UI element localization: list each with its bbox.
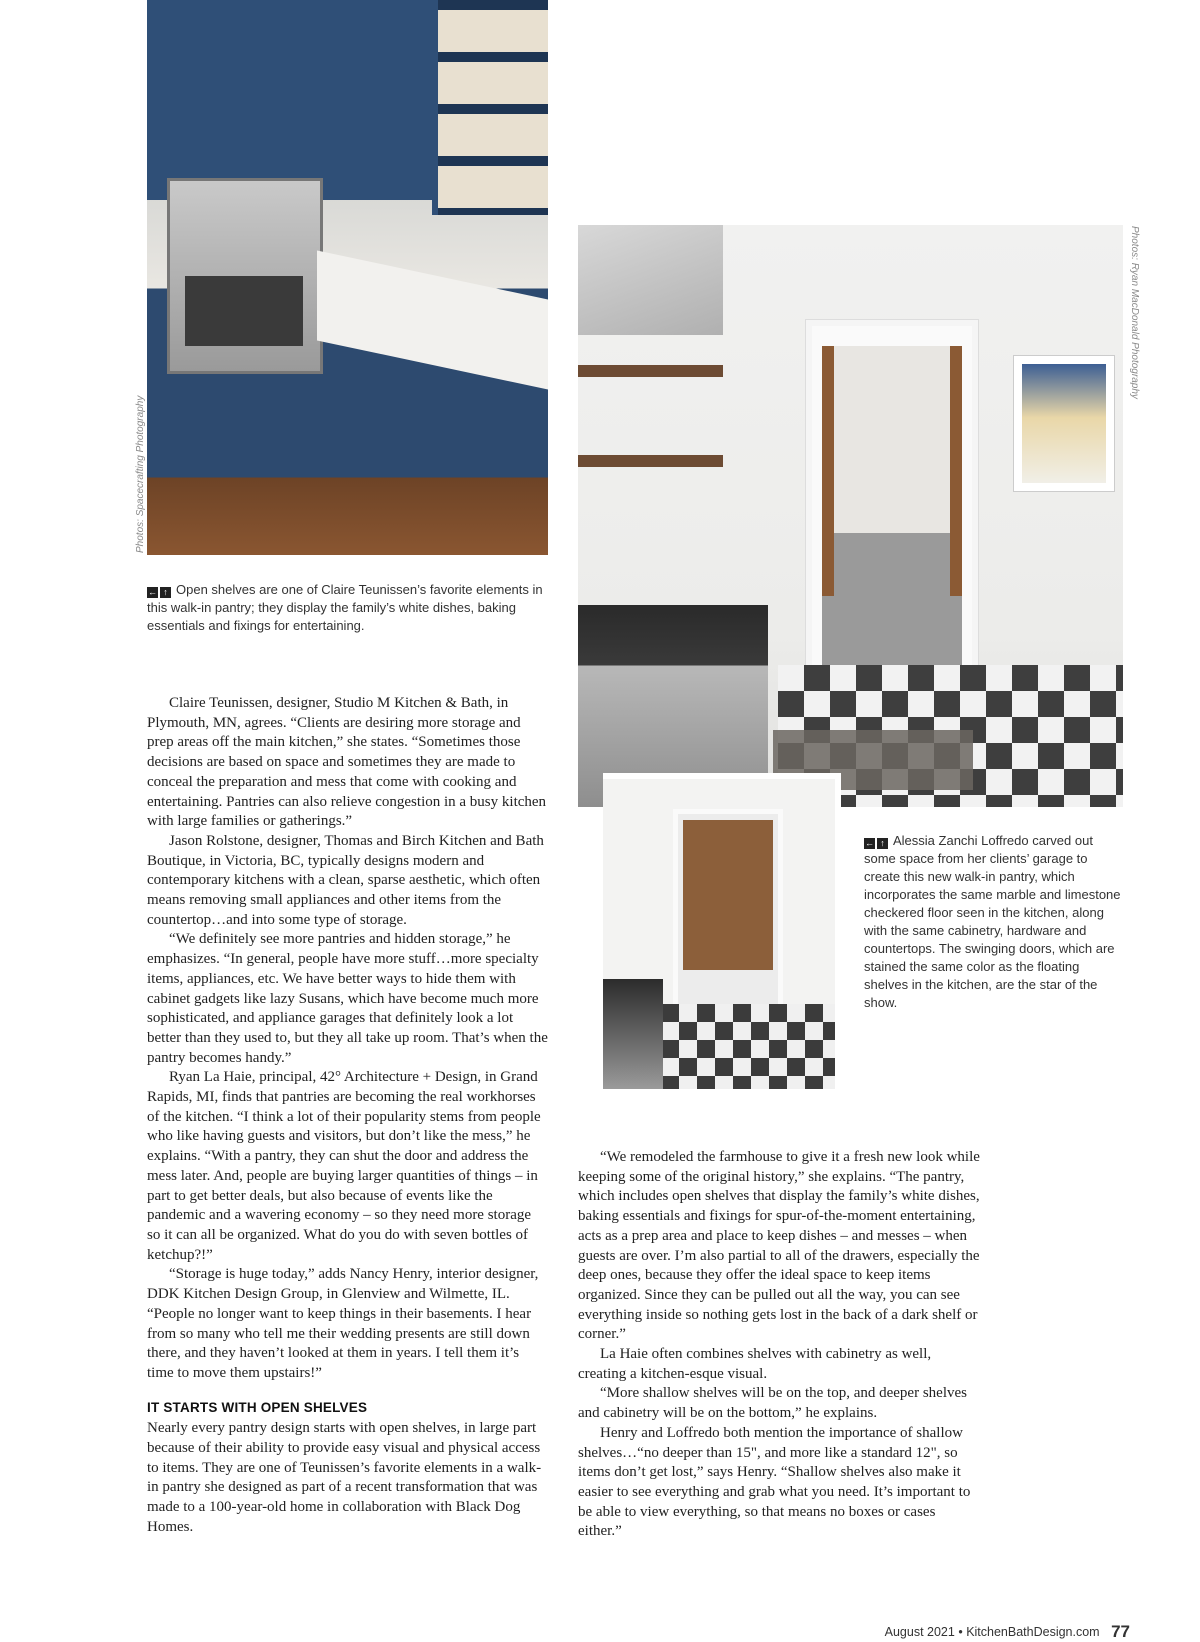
pantry-doorway [806,320,978,712]
pantry-doors-photo [603,773,841,1089]
up-arrow-icon: ↑ [160,587,171,598]
page-footer [885,1622,1130,1642]
range-stove [603,979,663,1089]
paragraph: “We remodeled the farmhouse to give it a fresh new look while keeping some of the original history,” she explains. “The pantry, which includes open shelves that display the family’s white dishes, baking essentials and fixings for spur-of-the-moment entertaining, acts as a prep area and place to keep dishes – and messes – when guests are over. I’m also partial to all of the drawers, especially the deep ones, because they offer the ideal space to keep items organized. Since they can be pulled out all the way, you can see everything inside so nothing gets lost in the back of a dark shelf or corner.” [578,1149,980,1343]
paragraph: Ryan La Haie, principal, 42° Architecture + Design, in Grand Rapids, MI, finds that pantries are becoming the real workhorses of the kitchen. “I think a lot of their popularity stems from people who like having guests and visitors, but don’t like the mess,” he explains. “With a pantry, they can shut the door and address the mess later. And, people are buying larger quantities of things – in part to get better deals, but also because of events like the pandemic and a wavering economy – so they need more storage so it can all be organized. What do you do with seven bottles of ketchup?!” [147,1069,541,1263]
right-column [578,1148,982,1542]
up-arrow-icon: ↑ [877,838,888,849]
paragraph: La Haie often combines shelves with cabinetry as well, creating a kitchen-esque visual. [578,1346,932,1382]
left-arrow-icon: ← [865,838,874,848]
floating-shelf [578,455,723,467]
paragraph: Claire Teunissen, designer, Studio M Kitchen & Bath, in Plymouth, MN, agrees. “Clients are desiring more storage and prep areas off the main kitchen,” she states. “Sometimes those decisions are based on space and sometimes they are made to conceal the preparation and mess that come with cooking and entertaining. Pantries can also relieve congestion in a busy kitchen with large families or gatherings.” [147,695,547,830]
caption-arrows [864,838,888,849]
checkered-floor [643,1004,835,1089]
floating-shelf [578,365,723,377]
left-arrow-icon: ← [148,587,157,597]
caption-loffredo-text: Alessia Zanchi Loffredo carved out some space from her clients’ garage to create this new walk-in pantry, which incorporates the same marble and limestone checkered floor seen in the kitchen, along with the same cabinetry, hardware and countertops. The swinging doors, which are stained the same color as the floating shelves in the kitchen, are the star of the show. [864,833,1121,1010]
paragraph: Henry and Loffredo both mention the importance of shallow shelves…“no deeper than 15", and more like a standard 12", so items don’t get lost,” says Henry. “Shallow shelves also make it easier to see everything and grab what you need. It’s important to be able to view everything, so that means no boxes or cases either.” [578,1424,971,1540]
swinging-doors [673,809,783,1009]
issue-date: August 2021 [884,1625,955,1639]
countertop [317,250,548,389]
section-heading: IT STARTS WITH OPEN SHELVES [147,1399,368,1415]
footer-separator: • [958,1625,963,1639]
photo-credit-left: Photos: Spacecrafting Photography [135,395,146,553]
page-number: 77 [1111,1622,1130,1641]
left-column [147,694,548,1538]
wall-oven [167,178,323,374]
caption-arrows [147,587,171,598]
caption-pantry [147,581,547,635]
paragraph: Nearly every pantry design starts with open shelves, in large part because of their ability to provide easy visual and physical access to items. They are one of Teunissen’s favorite elements in a walk-in pantry she designed as part of a recent transformation that was made to a 100-year-old home in collaboration with Black Dog Homes. [147,1420,542,1535]
paragraph: “Storage is huge today,” adds Nancy Henry, interior designer, DDK Kitchen Design Group, in Glenview and Wilmette, IL. “People no longer want to keep things in their basements. I hear from so many who tell me their wedding presents are still down there, and they haven’t looked at them in years. I tell them it’s time to move them upstairs!” [147,1266,539,1381]
photo-credit-right: Photos: Ryan MacDonald Photography [1129,226,1140,399]
paragraph: Jason Rolstone, designer, Thomas and Birch Kitchen and Bath Boutique, in Victoria, BC, typically designs modern and contemporary kitchens with a clean, sparse aesthetic, which often means removing small appliances and other items from the countertop…and into some type of storage. [147,832,544,928]
paragraph: “More shallow shelves will be on the top, and deeper shelves and cabinetry will be on the bottom,” he explains. [578,1385,967,1422]
paragraph: “We definitely see more pantries and hidden storage,” he emphasizes. “In general, people have more stuff…more specialty items, appliances, etc. We have better ways to hide them with cabinet gadgets like lazy Susans, which have become much more sophisticated, and appliance garages that definitely look a lot better than they used to, but they all take up room. That’s when the pantry becomes handy.” [147,931,548,1066]
range-hood [578,225,723,335]
caption-pantry-text: Open shelves are one of Claire Teunissen’s favorite elements in this walk-in pantry; they display the family’s white dishes, baking essentials and fixings for entertaining. [147,582,543,633]
caption-loffredo [864,832,1122,1012]
kitchen-photo [578,225,1123,807]
open-shelves [432,0,548,215]
website: KitchenBathDesign.com [966,1625,1100,1639]
pantry-photo [147,0,548,555]
framed-poster [1013,355,1115,492]
